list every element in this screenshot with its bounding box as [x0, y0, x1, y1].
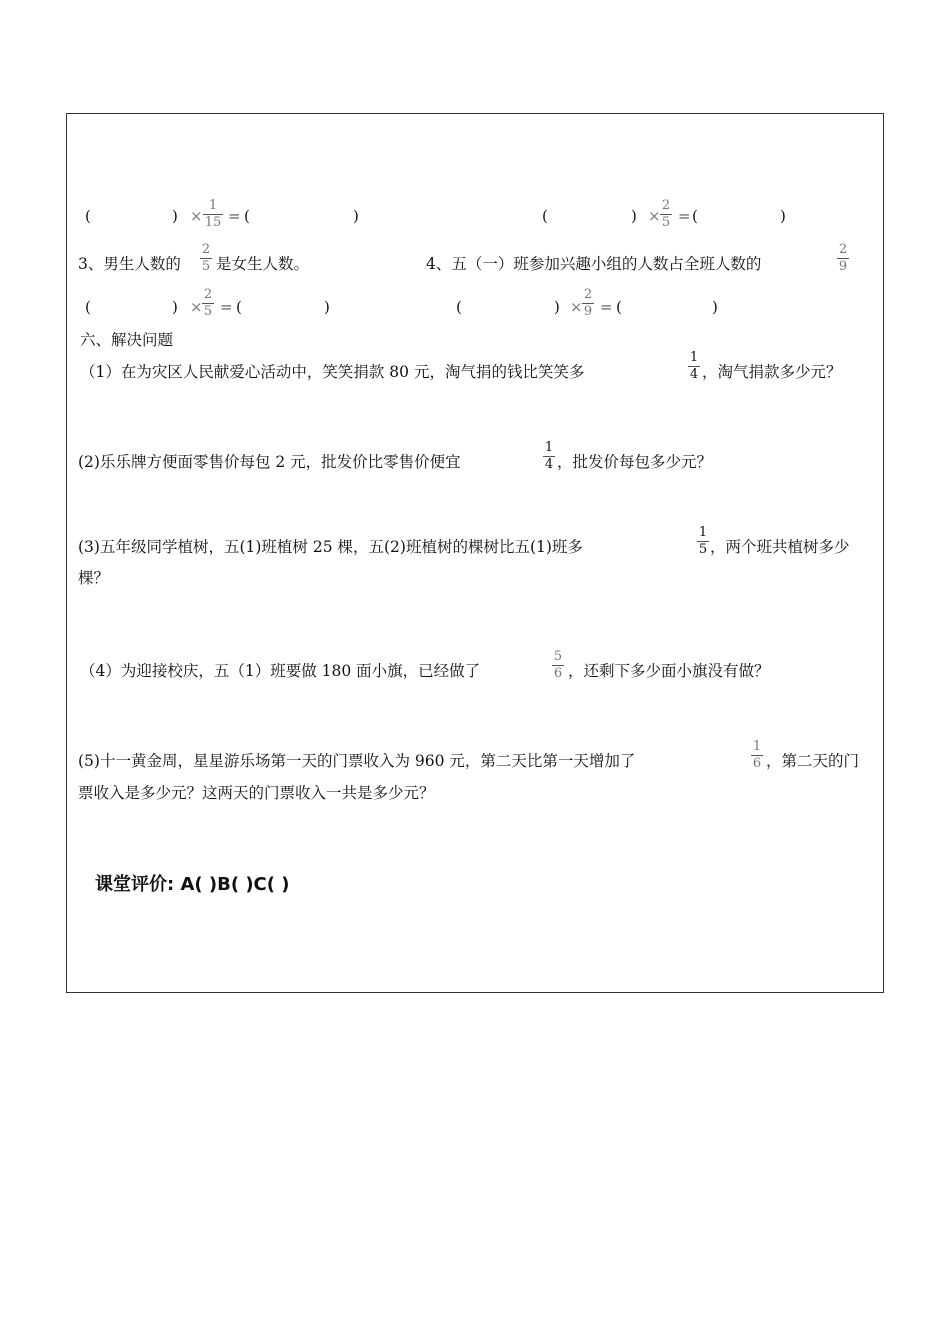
- problem-3-suffix: ，两个班共植树多少: [710, 538, 850, 556]
- problem-2-prefix: (2)乐乐牌方便面零售价每包 2 元，批发价比零售价便宜: [78, 453, 461, 471]
- question-3-prefix: 3、男生人数的: [78, 255, 181, 273]
- denominator: 5: [203, 304, 213, 319]
- blank-open: (: [244, 207, 250, 225]
- fraction: [837, 243, 849, 274]
- blank-close: ): [554, 298, 560, 316]
- problem-5-suffix: ，第二天的门: [766, 752, 860, 770]
- fraction: [582, 288, 594, 319]
- denominator: 6: [553, 666, 563, 681]
- fraction: [552, 650, 564, 681]
- numerator: 1: [544, 440, 554, 455]
- blank-close: ): [172, 298, 178, 316]
- blank-open: (: [616, 298, 622, 316]
- blank-open: (: [85, 298, 91, 316]
- numerator: 1: [752, 739, 762, 754]
- blank-close: ): [712, 298, 718, 316]
- numerator: 2: [583, 287, 593, 302]
- blank-close: ): [353, 207, 359, 225]
- problem-5-line2: 票收入是多少元？这两天的门票收入一共是多少元？: [78, 784, 435, 802]
- equals-sign: =: [678, 207, 691, 225]
- fraction: [203, 199, 223, 230]
- times-sign: ×: [190, 207, 203, 225]
- denominator: 4: [689, 367, 699, 382]
- question-3-suffix: 是女生人数。: [216, 255, 310, 273]
- numerator: 5: [553, 649, 563, 664]
- blank-open: (: [236, 298, 242, 316]
- problem-4-prefix: （4）为迎接校庆，五（1）班要做 180 面小旗，已经做了: [80, 662, 481, 680]
- numerator: 2: [838, 242, 848, 257]
- blank-open: (: [692, 207, 698, 225]
- fraction: [697, 526, 709, 557]
- blank-open: (: [542, 207, 548, 225]
- equals-sign: =: [220, 298, 233, 316]
- problem-1-prefix: （1）在为灾区人民献爱心活动中，笑笑捐款 80 元，淘气捐的钱比笑笑多: [80, 363, 585, 381]
- blank-close: ): [631, 207, 637, 225]
- problem-4-suffix: ，还剩下多少面小旗没有做？: [568, 662, 770, 680]
- numerator: 2: [203, 287, 213, 302]
- denominator: 15: [204, 215, 222, 230]
- question-4-text: 4、五（一）班参加兴趣小组的人数占全班人数的: [426, 255, 762, 273]
- denominator: 9: [583, 304, 593, 319]
- equals-sign: =: [600, 298, 613, 316]
- denominator: 5: [698, 542, 708, 557]
- problem-3-prefix: (3)五年级同学植树，五(1)班植树 25 棵，五(2)班植树的棵树比五(1)班多: [78, 538, 583, 556]
- problem-2-suffix: ，批发价每包多少元？: [557, 453, 713, 471]
- denominator: 6: [752, 756, 762, 771]
- denominator: 5: [201, 259, 211, 274]
- fraction: [202, 288, 214, 319]
- class-evaluation: 课堂评价: A( )B( )C( ): [95, 874, 290, 895]
- fraction: [660, 199, 672, 230]
- problem-5-prefix: (5)十一黄金周，星星游乐场第一天的门票收入为 960 元，第二天比第一天增加了: [78, 752, 636, 770]
- fraction: [200, 243, 212, 274]
- denominator: 9: [838, 259, 848, 274]
- times-sign: ×: [648, 207, 661, 225]
- numerator: 1: [698, 525, 708, 540]
- blank-open: (: [456, 298, 462, 316]
- denominator: 4: [544, 457, 554, 472]
- numerator: 2: [201, 242, 211, 257]
- fraction: [688, 351, 700, 382]
- times-sign: ×: [190, 298, 203, 316]
- numerator: 1: [689, 350, 699, 365]
- blank-close: ): [172, 207, 178, 225]
- denominator: 5: [661, 215, 671, 230]
- numerator: 2: [661, 198, 671, 213]
- blank-open: (: [85, 207, 91, 225]
- numerator: 1: [208, 198, 218, 213]
- blank-close: ): [324, 298, 330, 316]
- times-sign: ×: [570, 298, 583, 316]
- problem-1-suffix: ，淘气捐款多少元？: [702, 363, 842, 381]
- blank-close: ): [780, 207, 786, 225]
- fraction: [543, 441, 555, 472]
- fraction: [751, 740, 763, 771]
- problem-3-line2: 棵？: [78, 569, 110, 587]
- section-heading: 六、解决问题: [80, 331, 174, 349]
- equals-sign: =: [228, 207, 241, 225]
